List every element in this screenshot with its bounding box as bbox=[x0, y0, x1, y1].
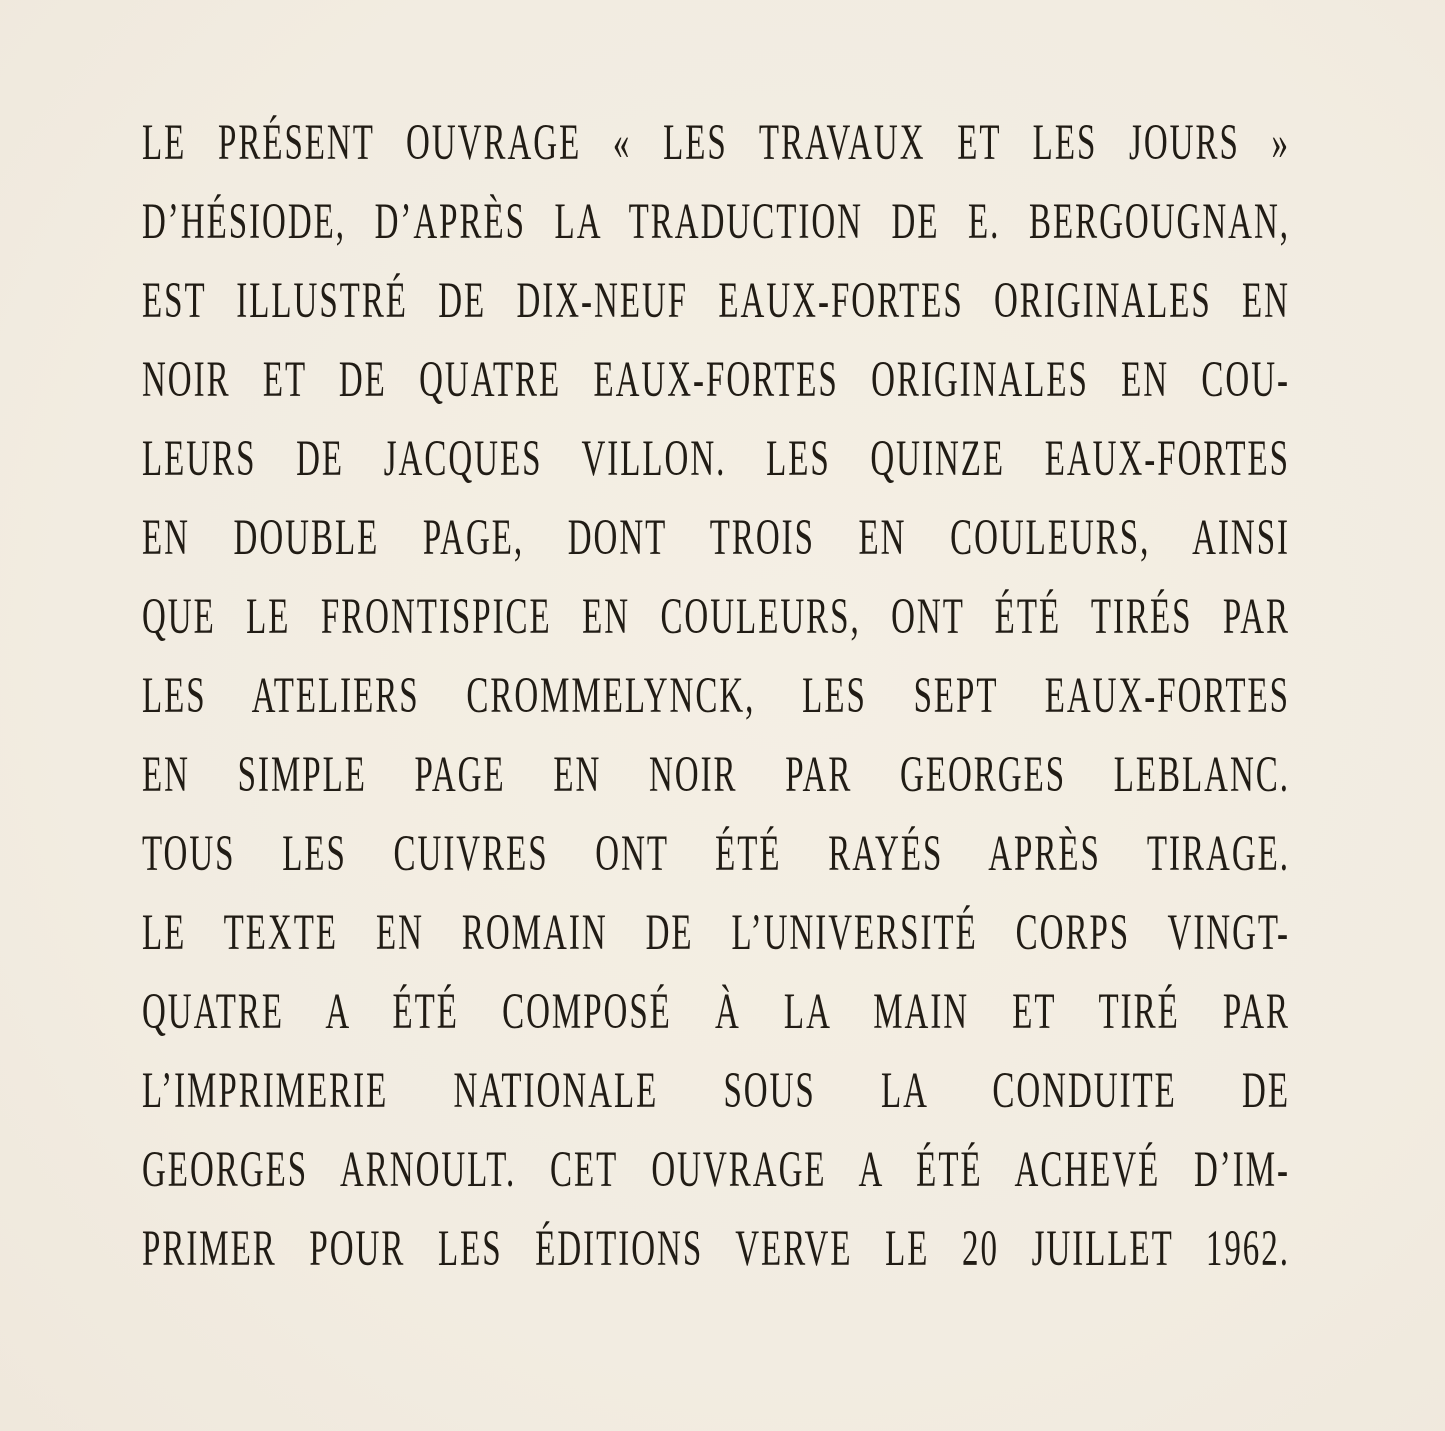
colophon-line: EN SIMPLE PAGE EN NOIR PAR GEORGES LEBLANC. bbox=[142, 747, 1290, 804]
colophon-line: TOUS LES CUIVRES ONT ÉTÉ RAYÉS APRÈS TIRAGE. bbox=[142, 826, 1290, 883]
colophon-line: LE PRÉSENT OUVRAGE « LES TRAVAUX ET LES JOURS » bbox=[142, 115, 1290, 172]
colophon-line: LES ATELIERS CROMMELYNCK, LES SEPT EAUX-FORTES bbox=[142, 668, 1290, 725]
colophon-line: L’IMPRIMERIE NATIONALE SOUS LA CONDUITE DE bbox=[142, 1063, 1290, 1120]
colophon-line: GEORGES ARNOULT. CET OUVRAGE A ÉTÉ ACHEVÉ D’IM- bbox=[142, 1142, 1290, 1199]
colophon-line: QUATRE A ÉTÉ COMPOSÉ À LA MAIN ET TIRÉ PAR bbox=[142, 984, 1290, 1041]
colophon-line: NOIR ET DE QUATRE EAUX-FORTES ORIGINALES EN COU- bbox=[142, 352, 1290, 409]
colophon-line: LE TEXTE EN ROMAIN DE L’UNIVERSITÉ CORPS VINGT- bbox=[142, 905, 1290, 962]
colophon-line: QUE LE FRONTISPICE EN COULEURS, ONT ÉTÉ TIRÉS PAR bbox=[142, 589, 1290, 646]
colophon-line: LEURS DE JACQUES VILLON. LES QUINZE EAUX-FORTES bbox=[142, 431, 1290, 488]
colophon-text-block bbox=[142, 105, 1290, 1290]
colophon-line: EN DOUBLE PAGE, DONT TROIS EN COULEURS, AINSI bbox=[142, 510, 1290, 567]
colophon-line: D’HÉSIODE, D’APRÈS LA TRADUCTION DE E. BERGOUGNAN, bbox=[142, 194, 1290, 251]
colophon-line: EST ILLUSTRÉ DE DIX-NEUF EAUX-FORTES ORIGINALES EN bbox=[142, 273, 1290, 330]
colophon-line: PRIMER POUR LES ÉDITIONS VERVE LE 20 JUILLET 1962. bbox=[142, 1221, 1290, 1278]
